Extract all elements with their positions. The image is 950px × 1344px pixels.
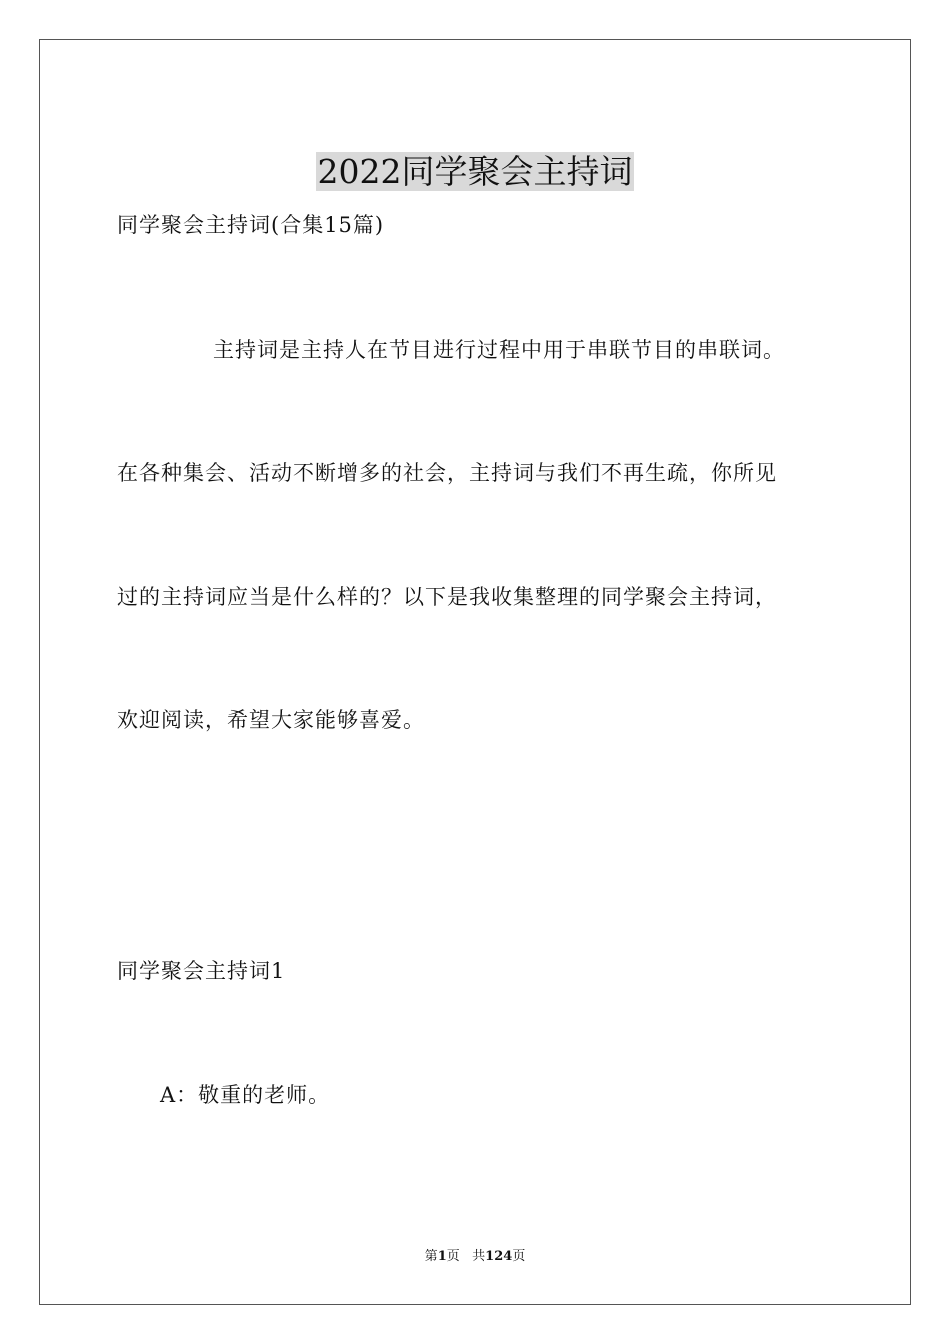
document-title — [0, 150, 950, 194]
section-heading: 同学聚会主持词1 — [117, 959, 286, 983]
footer-total-pages: 124 — [485, 1249, 513, 1264]
paragraph-line-1: 主持词是主持人在节目进行过程中用于串联节目的串联词。 — [213, 338, 785, 362]
paragraph-line-2: 在各种集会、活动不断增多的社会，主持词与我们不再生疏，你所见 — [117, 461, 777, 485]
paragraph-line-4: 欢迎阅读，希望大家能够喜爱。 — [117, 708, 425, 732]
page-footer — [0, 1248, 950, 1266]
footer-prefix: 第 — [424, 1249, 438, 1264]
footer-total-prefix: 共 — [472, 1249, 486, 1264]
footer-page-number: 1 — [437, 1249, 447, 1264]
paragraph-line-3: 过的主持词应当是什么样的？以下是我收集整理的同学聚会主持词， — [117, 585, 777, 609]
footer-total-suffix: 页 — [512, 1249, 526, 1264]
title-text: 2022同学聚会主持词 — [317, 152, 633, 192]
document-subtitle: 同学聚会主持词(合集15篇) — [117, 213, 385, 237]
section-line: A：敬重的老师。 — [160, 1083, 331, 1107]
footer-page-suffix: 页 — [446, 1249, 460, 1264]
